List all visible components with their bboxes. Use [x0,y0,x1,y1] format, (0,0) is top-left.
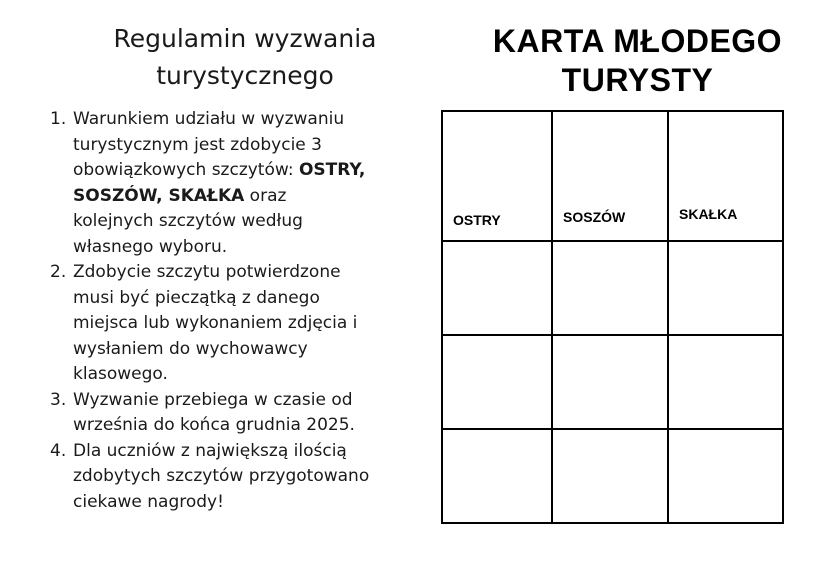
rule-item-2 [50,260,370,388]
rule-text-continued: oraz kolejnych szczytów według własnego wyboru. [73,185,303,257]
rule-number: 3. [50,389,67,410]
stamp-cell [668,241,783,335]
rule-item-3 [50,388,370,439]
stamp-cell [552,335,668,429]
rule-text: Wyzwanie przebiega w czasie od września do końca grudnia 2025. [73,389,355,435]
stamp-cell [442,241,552,335]
rule-text: Warunkiem udziału w wyzwaniu turystycznym jest zdobycie 3 obowiązkowych szczytów: [73,109,345,180]
rule-number: 4. [50,440,67,461]
stamp-cell [442,429,552,523]
peak-label-soszow: SOSZÓW [563,209,626,225]
mandatory-peaks: OSTRY, SOSZÓW, SKAŁKA [73,160,366,206]
tourist-card-grid [441,110,784,524]
stamp-row [442,429,783,523]
stamp-cell [442,335,552,429]
peak-cell [442,111,552,241]
rules-title: Regulamin wyzwania turystycznego [113,24,377,90]
stamp-cell [552,429,668,523]
stamp-cell [668,335,783,429]
rules-list [50,107,370,515]
stamp-row [442,335,783,429]
rule-number: 2. [50,262,67,282]
stamp-cell [668,429,783,523]
peak-cell [668,111,783,241]
card-title: KARTA MŁODEGO TURYSTY [492,23,783,98]
rule-number: 1. [50,109,67,129]
peak-header-row [442,111,783,241]
stamp-cell [552,241,668,335]
rule-text: Zdobycie szczytu potwierdzone musi być pieczątką z danego miejsca lub wykonaniem zdjęcia i wysłaniem do wychowawcy klasowego. [73,262,358,384]
rule-text: Dla uczniów z największą ilością zdobytych szczytów przygotowano ciekawe nagrody! [73,440,370,512]
rule-item-1 [50,107,370,260]
peak-cell [552,111,668,241]
peak-label-ostry: OSTRY [453,212,501,228]
rule-item-4 [50,439,370,516]
peak-label-skalka: SKAŁKA [679,206,738,222]
stamp-row [442,241,783,335]
